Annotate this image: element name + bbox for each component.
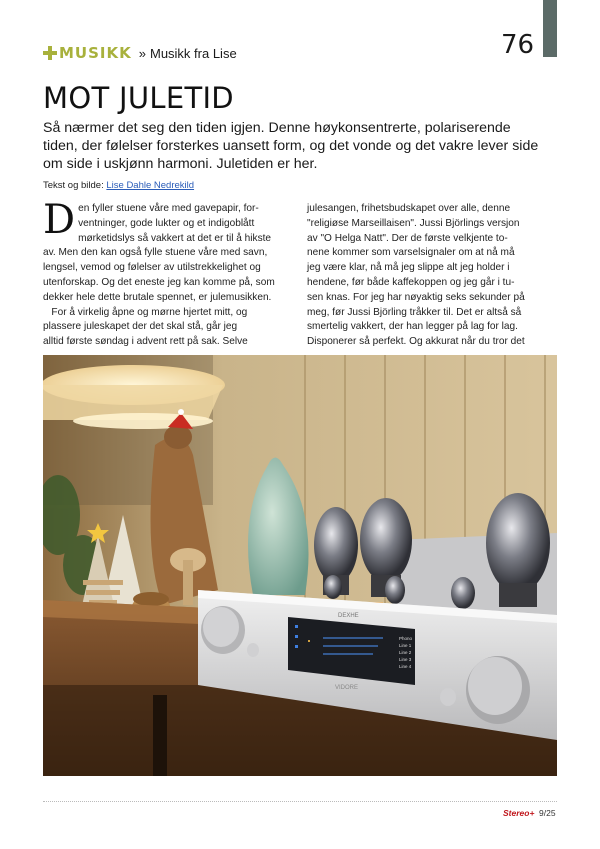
plus-icon: [43, 46, 57, 60]
footer-divider: [43, 801, 557, 802]
text-line: hendene, før både kaffekoppen og jeg går i tu-: [307, 276, 515, 288]
amp-display-label: Line 1: [399, 643, 412, 648]
amp-display-label: Line 2: [399, 650, 412, 655]
text-line: lengsel, vemod og følelser av utilstrekkelighet og: [43, 262, 261, 274]
amp-brand-label: DEXHE: [338, 613, 359, 619]
amp-display-label: Line 3: [399, 657, 412, 662]
text-line: sen knas. For jeg har nøyaktig seks sekunder på: [307, 291, 525, 303]
text-line: plassere juleskapet der det skal stå, går jeg: [43, 321, 238, 333]
byline-label: Tekst og bilde:: [43, 180, 104, 191]
article-photo: [43, 355, 557, 776]
article-column-right: [307, 202, 557, 350]
text-line: nene kommer som varselsignaler om at nå må: [307, 247, 515, 259]
text-line: "religiøse Marseillaisen". Jussi Björlings versjon: [307, 217, 520, 229]
text-line: en fyller stuene våre med gavepapir, for-: [78, 203, 259, 214]
footer-issue-number: 9/25: [539, 808, 556, 818]
breadcrumb-separator: »: [138, 45, 146, 61]
page-number: 76: [501, 30, 535, 60]
text-line: utenforskap. Og det eneste jeg kan komme på, som: [43, 276, 275, 288]
text-line: dekker hele dette brutale spennet, er julemusikken.: [43, 291, 272, 303]
section-header: [43, 43, 237, 63]
byline: [43, 180, 194, 191]
text-line: smertelig vakkert, der han legger på lag for lag.: [307, 321, 518, 333]
text-line: For å virkelig åpne og mørne hjertet mitt, og: [43, 306, 248, 318]
dropcap: D: [43, 197, 76, 243]
breadcrumb[interactable]: Musikk fra Lise: [149, 45, 237, 61]
text-line: julesangen, frihetsbudskapet over alle, denne: [307, 203, 511, 214]
text-line: jeg være klar, nå må jeg slippe alt jeg holder i: [307, 262, 510, 274]
article-ingress: Så nærmer det seg den tiden igjen. Denne høykonsentrerte, polariserende tiden, der følelser forsterkes uansett form, og det vonde og det vakre lever side om side i uskjønn harmoni. Juletiden er her.: [43, 120, 539, 172]
article-column-left: [43, 197, 297, 350]
amp-model-label: VIDORE: [335, 685, 359, 691]
text-line: ventninger, gode lukter og et indigoblått: [78, 217, 255, 229]
amp-display-label: Line 4: [399, 664, 412, 669]
article-title: MOT JULETID: [43, 81, 234, 115]
text-line: meg, før Jussi Björling tråkker til. Det er altså så: [307, 306, 522, 318]
text-line: av. Men den kan også fylle stuene våre med savn,: [43, 247, 268, 259]
text-line: alltid første søndag i advent rett på sak. Selve: [43, 336, 248, 348]
text-line: av "O Helga Natt". Der de første velkjente to-: [307, 232, 508, 244]
amp-display-label: Phono: [399, 636, 413, 641]
text-line: mørketidslys så vakkert at det er til å hikste: [78, 232, 272, 244]
section-logo-text: MUSIKK: [59, 44, 132, 62]
text-line: Disponerer så perfekt. Og akkurat når du tror det: [307, 336, 525, 348]
footer-brand-logo: Stereo+: [503, 808, 535, 818]
page-tab-marker: [543, 0, 557, 57]
byline-author-link[interactable]: Lise Dahle Nedrekild: [106, 180, 195, 191]
section-logo: [43, 44, 132, 62]
